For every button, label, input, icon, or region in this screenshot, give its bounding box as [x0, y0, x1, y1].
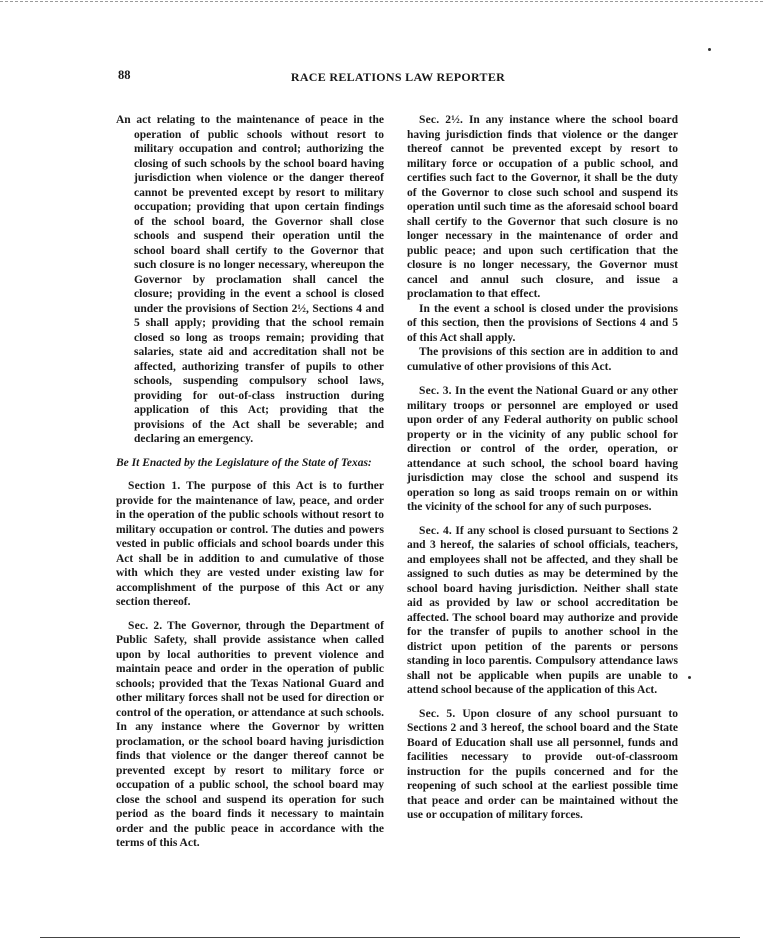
scan-speck [708, 48, 711, 51]
section-1 [116, 479, 384, 610]
top-border [0, 1, 763, 2]
section-2-5-text: In any instance where the school board having jurisdiction finds that violence or the danger thereof cannot be prevented except by resort to military force or occupation of a public school, and certifies such fact to the Governor, it shall be the duty of the Governor to close such school and suspend its operation until such time as the aforesaid school board shall certify to the Governor that such closure is no longer necessary in the maintenance of order and public peace; and upon such certification that the closure is no longer necessary, the Governor must cancel and annul such closure, and issue a proclamation to that effect. [407, 114, 678, 300]
section-1-label: Section 1. [128, 480, 181, 492]
running-head: RACE RELATIONS LAW REPORTER [290, 70, 506, 84]
section-2-label: Sec. 2. [128, 619, 163, 632]
section-2-5 [407, 113, 678, 302]
left-column [116, 113, 384, 860]
act-title: An act relating to the maintenance of peace in the operation of public schools without resort to military occupation and control; authorizing the closing of such schools by the school board having jurisdiction when violence or the danger thereof cannot be prevented except by resort to military occupation; providing that upon certain findings of the school board, the Governor shall close schools and suspend their operation until the school board shall certify to the Governor that such closure is no longer necessary, whereupon the Governor by proclamation shall cancel the closure; providing in the event a school is closed under the provisions of Section 2½, Sections 4 and 5 shall apply; providing that the school remain closed so long as troops remain; providing that salaries, state aid and accreditation shall not be affected, authorizing transfer of pupils to other schools, suspending compulsory school laws, providing for out-of-class instruction during application of this Act; providing that the provisions of the Act shall be severable; and declaring an emergency. [116, 114, 384, 445]
section-2-text: The Governor, through the Department of Public Safety, shall provide assistance when called upon by local authorities to prevent violence and maintain peace and order in the operation of public schools; provided that the Texas National Guard and other military forces shall not be used for direction or control of the operation, or attendance at such schools. In any instance where the Governor by written proclamation, or the school board having jurisdiction finds that violence or the danger thereof cannot be prevented except by resort to military force or occupation of a public school, the school board may close the school and suspend its operation for such period as the board finds it necessary to maintain order and the public peace in accordance with the terms of this Act. [116, 619, 384, 849]
section-2 [116, 619, 384, 851]
section-3-text: In the event the National Guard or any other military troops or personnel are employed or used upon order of any Federal authority on public school property or in the vicinity of any public school for direction or control of the order, operation, or attendance at such school, the school board having jurisdiction may close the school and suspend its operation so long as said troops remain on or within the vicinity of the school for any of such purposes. [407, 385, 678, 513]
section-5-label: Sec. 5. [419, 707, 456, 720]
section-5 [407, 707, 678, 823]
section-3-label: Sec. 3. [419, 385, 452, 397]
enacting-clause: Be It Enacted by the Legislature of the State of Texas: [116, 456, 372, 469]
section-2-5-paragraph-2: In the event a school is closed under the provisions of this section, then the provisions of Sections 4 and 5 of this Act shall apply. [407, 302, 678, 344]
section-4-label: Sec. 4. [419, 524, 452, 537]
bottom-rule [40, 937, 740, 938]
section-3 [407, 384, 678, 515]
section-2-5-paragraph-3: The provisions of this section are in addition to and cumulative of other provisions of this Act. [407, 346, 678, 373]
section-2-5-label: Sec. 2½. [419, 114, 464, 126]
section-5-text: Upon closure of any school pursuant to Sections 2 and 3 hereof, the school board and the State Board of Education shall use all personnel, funds and facilities necessary to provide out-of-classroom instruction for the pupils concerned and for the reopening of such school at the earliest possible time that peace and order can be maintained without the use or occupation of military forces. [407, 707, 678, 821]
right-column [407, 113, 678, 832]
page-number: 88 [118, 68, 131, 82]
section-4 [407, 524, 678, 698]
section-4-text: If any school is closed pursuant to Sections 2 and 3 hereof, the salaries of school officials, teachers, and employees shall not be affected, and they shall be assigned to such duties as may be determined by the school board having jurisdiction. Neither shall state aid as provided by law or school accreditation be affected. The school board may authorize and provide for the transfer of pupils to another school in the district upon petition of the parents or persons standing in loco parentis. Compulsory attendance laws shall not be applicable when pupils are unable to attend school because of the application of this Act. [407, 524, 678, 696]
section-1-text: The purpose of this Act is to further provide for the maintenance of law, peace, and order in the operation of the public schools without resort to military occupation or control. The duties and powers vested in public officials and school boards under this Act shall be in addition to and cumulative of those with which they are vested under existing law for accomplishment of the purpose of this Act or any section thereof. [116, 480, 384, 608]
scan-speck [688, 676, 691, 679]
